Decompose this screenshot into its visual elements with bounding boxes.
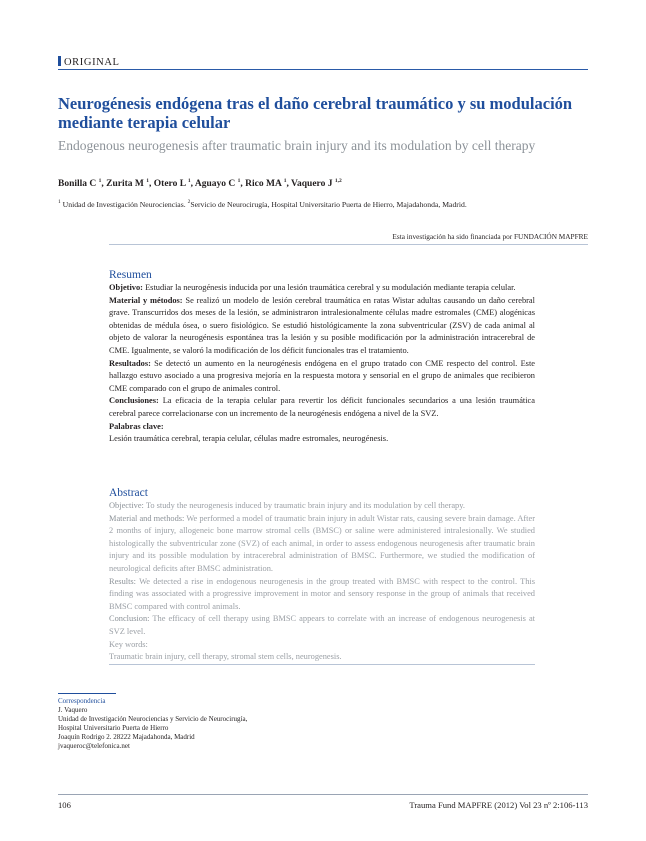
article-title-spanish: Neurogénesis endógena tras el daño cerebral traumático y su modulación mediante terapia celular bbox=[58, 94, 573, 132]
author-affiliation-mark: 1 bbox=[237, 178, 241, 184]
correspondence-address-line: Unidad de Investigación Neurociencias y Servicio de Neurocirugía, bbox=[58, 715, 248, 723]
resumen-conclusiones-text: La eficacia de la terapia celular para revertir los déficit funcionales secundarios a una lesión traumática cerebral parece correlacionarse con un incremento de la neurogénesis endógena a nivel de la SVZ. bbox=[109, 396, 535, 418]
affiliation-mark: 1 bbox=[58, 199, 61, 205]
abstract-objective-text: To study the neurogenesis induced by traumatic brain injury and its modulation by cell therapy. bbox=[143, 501, 465, 510]
abstract-conclusion-text: The efficacy of cell therapy using BMSC appears to correlate with an increase of endogenous neurogenesis at SVZ level. bbox=[109, 614, 535, 636]
resumen-metodos-label: Material y métodos: bbox=[109, 295, 183, 305]
author: Vaquero J bbox=[291, 179, 333, 189]
abstract-methods bbox=[109, 513, 535, 576]
abstract-results-label: Results: bbox=[109, 576, 136, 586]
author-list: Bonilla C $^1$, Zurita M $^1$, Otero L $^1$, Aguayo C $^1$, Rico MA $^1$, Vaquero J $^{1,2}$ bbox=[58, 178, 342, 189]
article-title-english: Endogenous neurogenesis after traumatic brain injury and its modulation by cell therapy bbox=[58, 138, 536, 153]
journal-citation: Trauma Fund MAPFRE (2012) Vol 23 nº 2:106-113 bbox=[409, 800, 588, 810]
funding-note: Esta investigación ha sido financiada por FUNDACIÓN MAPFRE bbox=[392, 232, 588, 241]
correspondence-block bbox=[58, 697, 247, 751]
resumen-conclusiones bbox=[109, 395, 535, 420]
abstract-section bbox=[109, 486, 535, 664]
abstract-conclusion-label: Conclusion: bbox=[109, 614, 150, 624]
abstract-heading: Abstract bbox=[109, 487, 148, 499]
correspondence-address-line: Hospital Universitario Puerta de Hierro bbox=[58, 724, 169, 732]
resumen-objetivo-label: Objetivo: bbox=[109, 283, 143, 292]
correspondence-name: J. Vaquero bbox=[58, 706, 88, 714]
resumen-objetivo bbox=[109, 282, 535, 295]
section-bar bbox=[58, 56, 61, 66]
section-label-text: ORIGINAL bbox=[64, 57, 120, 68]
resumen-section bbox=[109, 268, 535, 446]
affiliation-1: Unidad de Investigación Neurociencias. bbox=[60, 200, 188, 209]
abstract-results bbox=[109, 576, 535, 614]
author: Bonilla C bbox=[58, 179, 97, 189]
header-divider bbox=[58, 69, 588, 70]
abstract-methods-text: We performed a model of traumatic brain injury in adult Wistar rats, causing severe brain damage. After 2 months of injury, allogeneic bone marrow stromal cells (BMSC) or saline were administered intralesionally. We studied histologically the subventricular zone (SVZ) of each animal, in order to assess endogenous neurogenesis after traumatic brain injury and its possible modulation by intracerebral administration of BMSC. Furthermore, we studied the modification of neurological deficits after BMSC administration. bbox=[109, 513, 535, 573]
author-affiliation-mark: 1 bbox=[146, 178, 150, 184]
abstract-divider bbox=[109, 664, 535, 665]
resumen-keywords-label: Palabras clave: bbox=[109, 421, 164, 431]
resumen-resultados-text: Se detectó un aumento en la neurogénesis endógena en el grupo tratado con CME respecto del control. Este hallazgo estuvo asociado a una progresiva mejoría en la respuesta motora y sensorial en el grupo de animales que recibieron CME comparado con el grupo de animales control. bbox=[109, 358, 535, 393]
resumen-heading: Resumen bbox=[109, 269, 152, 281]
author: Aguayo C bbox=[194, 179, 236, 189]
resumen-objetivo-text: Estudiar la neurogénesis inducida por una lesión traumática cerebral y su modulación mediante terapia celular. bbox=[142, 283, 516, 292]
abstract-objective bbox=[109, 500, 535, 513]
author-affiliation-mark: 1 bbox=[187, 178, 191, 184]
abstract-conclusion bbox=[109, 613, 535, 638]
correspondence-address-line: Joaquín Rodrigo 2. 28222 Majadahonda, Madrid bbox=[58, 733, 195, 741]
resumen-metodos-text: Se realizó un modelo de lesión cerebral traumática en ratas Wistar adultas causando un daño cerebral grave. Transcurridos dos meses de la lesión, se administraron intralesionalmente células madre estromales (CME) alogénicas obtenidas de médula ósea, o suero fisiológico. Se estudió histológicamente la zona subventricular (ZSV) de cada animal al objeto de valorar la neurogénesis espontánea tras la lesión y su posible modificación por la administración intracerebral de CME. Igualmente, se valoró la modificación de los déficit funcionales tras el tratamiento. bbox=[109, 295, 535, 355]
correspondence-rule bbox=[58, 693, 116, 694]
abstract-methods-label: Material and methods: bbox=[109, 513, 185, 523]
resumen-resultados bbox=[109, 358, 535, 396]
correspondence-email: jvaqueroc@telefonica.net bbox=[58, 742, 130, 750]
funding-divider bbox=[109, 244, 588, 245]
author-affiliation-mark: 1,2 bbox=[334, 178, 342, 184]
footer-divider bbox=[58, 794, 588, 795]
abstract-results-text: We detected a rise in endogenous neurogenesis in the group treated with BMSC with respect to the control. This finding was associated with a progressive improvement in motor and sensory response in the group of animals that received BMSC compared with control animals. bbox=[109, 576, 535, 611]
resumen-resultados-label: Resultados: bbox=[109, 358, 151, 368]
resumen-metodos bbox=[109, 295, 535, 358]
affiliations bbox=[58, 200, 598, 209]
author-affiliation-mark: 1 bbox=[98, 178, 102, 184]
author: Zurita M bbox=[106, 179, 144, 189]
resumen-keywords: Lesión traumática cerebral, terapia celular, células madre estromales, neurogénesis. bbox=[109, 434, 389, 444]
affiliation-mark: 2 bbox=[187, 199, 191, 205]
author: Otero L bbox=[153, 179, 186, 189]
author: Rico MA bbox=[245, 179, 282, 189]
section-label bbox=[58, 56, 120, 68]
correspondence-title: Correspondencia bbox=[58, 697, 106, 705]
abstract-keywords-label: Key words: bbox=[109, 639, 148, 649]
abstract-objective-label: Objective: bbox=[109, 501, 144, 510]
resumen-conclusiones-label: Conclusiones: bbox=[109, 396, 159, 406]
page-number: 106 bbox=[58, 800, 71, 810]
abstract-keywords: Traumatic brain injury, cell therapy, stromal stem cells, neurogenesis. bbox=[109, 652, 342, 662]
affiliation-2: Servicio de Neurocirugía, Hospital Universitario Puerta de Hierro, Majadahonda, Madrid. bbox=[190, 200, 467, 209]
author-affiliation-mark: 1 bbox=[283, 178, 287, 184]
